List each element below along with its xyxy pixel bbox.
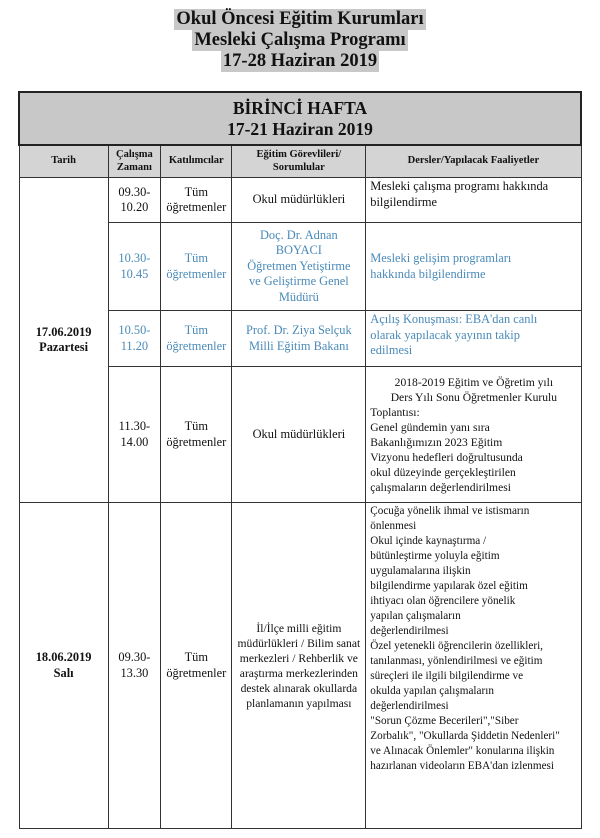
- activity-line: Bakanlığımızın 2023 Eğitim: [370, 435, 503, 449]
- participants-cell: [161, 223, 232, 311]
- participants-line: Tüm: [184, 323, 208, 337]
- activity-line: Çocuğa yönelik ihmal ve istismarın: [370, 505, 530, 517]
- week-header-row: [19, 92, 581, 145]
- activity-line: okul düzeyinde gerçekleştirilen: [370, 465, 516, 479]
- roles-cell: [232, 503, 366, 829]
- day-name: Salı: [53, 665, 74, 680]
- activity-line: Özel yetenekli öğrencilerin özellikleri,: [370, 640, 543, 652]
- schedule-table: [18, 91, 582, 829]
- roles-line: araştırma merkezlerinden: [239, 666, 358, 680]
- roles-line: Doç. Dr. Adnan: [259, 227, 338, 242]
- participants-line: Tüm: [184, 184, 208, 199]
- roles-line: Öğretmen Yetiştirme: [247, 258, 351, 273]
- table-row: [19, 503, 581, 829]
- activities-cell: [366, 367, 581, 503]
- participants-cell: [161, 311, 232, 367]
- activity-line: okulda yapılan çalışmaların: [370, 685, 494, 697]
- roles-cell: [232, 311, 366, 367]
- participants-cell: [161, 367, 232, 503]
- activity-line: bilgilendirme: [370, 194, 438, 209]
- roles-line: Prof. Dr. Ziya Selçuk: [246, 323, 352, 337]
- roles-line: Müdürü: [278, 289, 319, 304]
- time-start: 09.30-: [118, 650, 151, 664]
- time-start: 11.30-: [118, 419, 151, 433]
- roles-cell: [232, 367, 366, 503]
- document-title: [0, 0, 600, 72]
- time-start: 09.30-: [118, 184, 151, 199]
- date-value: 18.06.2019: [35, 650, 92, 664]
- roles-cell: [232, 178, 366, 223]
- activity-line: hakkında bilgilendirme: [370, 266, 486, 281]
- activity-line: Vizyonu hedefleri doğrultusunda: [370, 450, 523, 464]
- participants-cell: [161, 503, 232, 829]
- col-header-date: Tarih: [19, 145, 108, 178]
- roles-cell: [232, 223, 366, 311]
- date-cell: [19, 503, 108, 829]
- activities-cell: [366, 311, 581, 367]
- title-line-1: Okul Öncesi Eğitim Kurumları: [176, 9, 424, 29]
- time-end: 10.45: [120, 266, 149, 281]
- col-header-participants: Katılımcılar: [161, 145, 232, 178]
- col-header-roles-l1: Eğitim Görevlileri/: [256, 149, 342, 160]
- activity-line: edilmesi: [370, 343, 413, 357]
- week-header: [19, 92, 581, 145]
- time-start: 10.30-: [118, 251, 151, 265]
- activity-line: Ders Yılı Sonu Öğretmenler Kurulu: [390, 390, 558, 404]
- activity-line: Zorbalık", "Okullarda Şiddetin Nedenleri": [370, 730, 560, 742]
- title-line-2: Mesleki Çalışma Programı: [194, 30, 406, 50]
- time-cell: [108, 367, 160, 503]
- col-header-activities: Dersler/Yapılacak Faaliyetler: [366, 145, 581, 178]
- col-header-time-l1: Çalışma: [116, 149, 153, 160]
- participants-line: öğretmenler: [166, 665, 227, 680]
- roles-line: BOYACI: [275, 243, 322, 258]
- week-dates: 17-21 Haziran 2019: [227, 118, 373, 139]
- time-end: 13.30: [120, 665, 149, 680]
- activity-line: yapılan çalışmaların: [370, 610, 461, 622]
- time-cell: [108, 311, 160, 367]
- time-cell: [108, 223, 160, 311]
- activity-line: Toplantısı:: [370, 405, 420, 419]
- column-header-row: [19, 145, 581, 178]
- col-header-time: [108, 145, 160, 178]
- activity-line: değerlendirilmesi: [370, 625, 449, 637]
- participants-line: Tüm: [184, 650, 208, 664]
- activity-line: Genel gündemin yanı sıra: [370, 420, 490, 434]
- roles-line: müdürlükleri / Bilim sanat: [237, 636, 361, 650]
- roles-line: Okul müdürlükleri: [252, 192, 346, 207]
- activity-line: hazırlanan videoların EBA'dan izlenmesi: [370, 760, 555, 772]
- activity-line: olarak yapılacak yayının takip: [370, 327, 520, 342]
- time-end: 10.20: [120, 200, 149, 214]
- participants-line: Tüm: [184, 251, 208, 265]
- activities-cell: [366, 178, 581, 223]
- participants-line: öğretmenler: [166, 338, 227, 353]
- activity-line: ihtiyacı olan öğrencilere yönelik: [370, 595, 516, 607]
- participants-cell: [161, 178, 232, 223]
- participants-line: öğretmenler: [166, 200, 227, 214]
- activity-line: bütünleştirme yoluyla eğitim: [370, 550, 500, 562]
- activity-line: bilgilendirme yapılarak özel eğitim: [370, 580, 528, 592]
- activity-line: Mesleki çalışma programı hakkında: [370, 179, 549, 193]
- time-end: 11.20: [120, 338, 149, 353]
- table-row: [19, 178, 581, 223]
- activity-line: Okul içinde kaynaştırma /: [370, 535, 487, 547]
- week-title: BİRİNCİ HAFTA: [232, 97, 368, 118]
- title-line-3: 17-28 Haziran 2019: [222, 51, 378, 71]
- activity-line: süreçleri ile ilgili bilgilendirme ve: [370, 670, 524, 682]
- day-name: Pazartesi: [39, 340, 89, 354]
- time-cell: [108, 503, 160, 829]
- roles-line: ve Geliştirme Genel: [248, 274, 349, 289]
- participants-line: öğretmenler: [166, 266, 227, 281]
- date-value: 17.06.2019: [35, 324, 92, 339]
- activity-line: Açılış Konuşması: EBA'dan canlı: [370, 312, 538, 326]
- roles-line: İl/İlçe milli eğitim: [256, 621, 342, 635]
- activity-line: tanılanması, yönlendirilmesi ve eğitim: [370, 655, 543, 667]
- col-header-roles: [232, 145, 366, 178]
- participants-line: Tüm: [184, 419, 208, 433]
- roles-line: planlamanın yapılması: [246, 696, 352, 710]
- activity-line: çalışmaların değerlendirilmesi: [370, 480, 511, 494]
- col-header-roles-l2: Sorumlular: [272, 161, 325, 173]
- activity-line: 2018-2019 Eğitim ve Öğretim yılı: [394, 375, 554, 389]
- time-start: 10.50-: [118, 323, 151, 337]
- activity-line: uygulamalarına ilişkin: [370, 565, 471, 577]
- activity-line: "Sorun Çözme Becerileri","Siber: [370, 715, 519, 727]
- participants-line: öğretmenler: [166, 434, 227, 449]
- activity-line: ve Alınacak Önlemler" konularına ilişkin: [370, 745, 555, 757]
- time-cell: [108, 178, 160, 223]
- activity-line: değerlendirilmesi: [370, 700, 449, 712]
- time-end: 14.00: [120, 434, 149, 449]
- date-cell: [19, 178, 108, 503]
- col-header-time-l2: Zamanı: [116, 161, 152, 173]
- activities-cell: [366, 223, 581, 311]
- activity-line: Mesleki gelişim programları: [370, 251, 512, 265]
- activity-line: önlenmesi: [370, 520, 417, 532]
- roles-line: Okul müdürlükleri: [252, 426, 346, 441]
- roles-line: Milli Eğitim Bakanı: [248, 338, 349, 353]
- roles-line: destek alınarak okullarda: [240, 681, 358, 695]
- roles-line: merkezleri / Rehberlik ve: [239, 651, 358, 665]
- activities-cell: [366, 503, 581, 829]
